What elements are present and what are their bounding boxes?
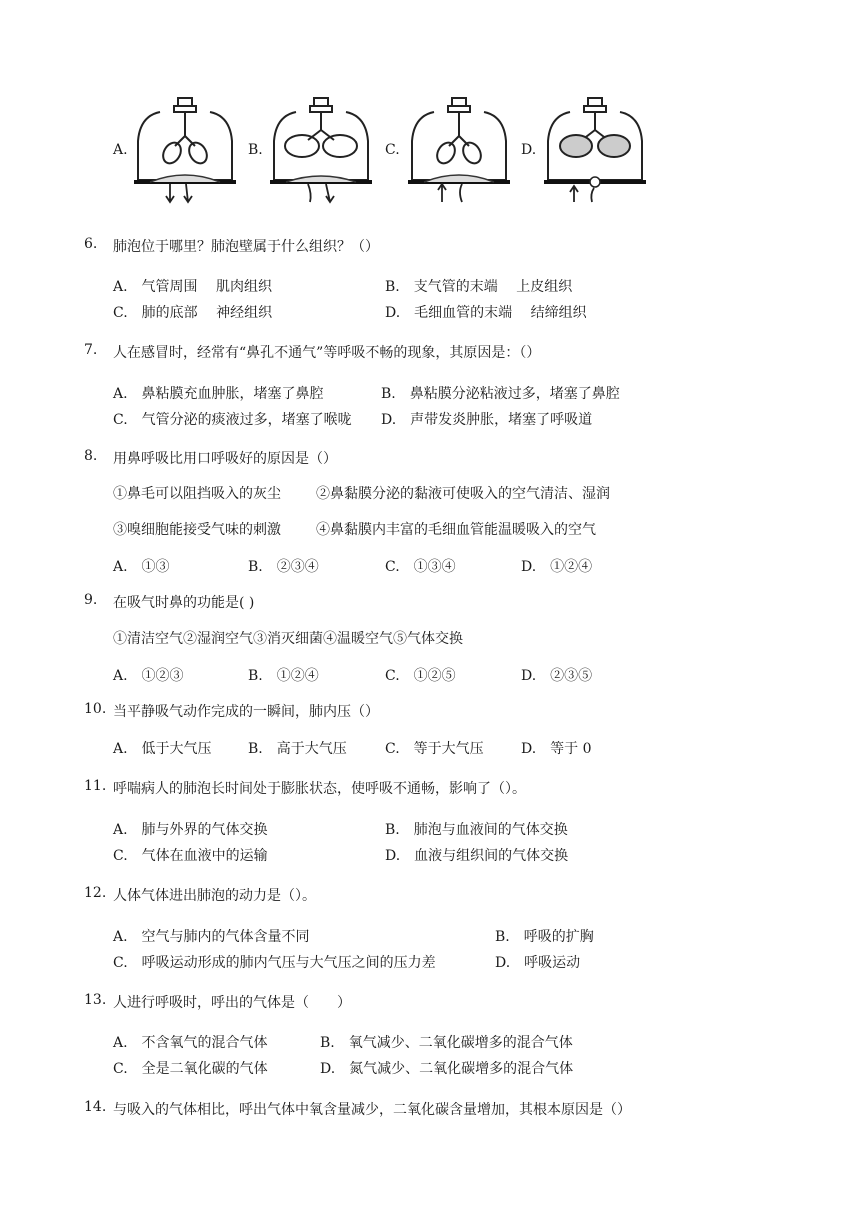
option-d: D. 氮气减少、二氧化碳增多的混合气体	[320, 1061, 574, 1077]
option-a: A. 鼻粘膜充血肿胀，堵塞了鼻腔	[113, 386, 324, 402]
question-number: 13.	[84, 992, 107, 1008]
option-b: B. 肺泡与血液间的气体交换	[385, 822, 568, 838]
option-c: C. 等于大气压	[385, 741, 484, 757]
question-text: 用鼻呼吸比用口呼吸好的原因是（）	[113, 451, 337, 467]
question-number: 6.	[84, 236, 98, 252]
option-c: C. 全是二氧化碳的气体	[113, 1061, 268, 1077]
option-a: A. 肺与外界的气体交换	[113, 822, 268, 838]
option-d: D. 声带发炎肿胀，堵塞了呼吸道	[381, 412, 593, 428]
option-c: C. 呼吸运动形成的肺内气压与大气压之间的压力差	[113, 955, 436, 971]
option-c: C. 气管分泌的痰液过多，堵塞了喉咙	[113, 412, 352, 428]
question-number: 12.	[84, 885, 107, 901]
figure-label-c: C.	[385, 142, 400, 158]
question-text: 当平静吸气动作完成的一瞬间，肺内压（）	[113, 704, 379, 720]
option-b: B. ①②④	[248, 668, 319, 684]
option-d: D. 等于 0	[521, 741, 592, 757]
statement-line: ①清洁空气②湿润空气③消灭细菌④温暖空气⑤气体交换	[113, 631, 463, 647]
question-number: 10.	[84, 701, 107, 717]
figure-label-a: A.	[113, 142, 128, 158]
option-b: B. 支气管的末端 上皮组织	[385, 279, 573, 295]
option-a: A. ①②③	[113, 668, 184, 684]
option-b: B. 高于大气压	[248, 741, 347, 757]
option-b: B. ②③④	[248, 559, 319, 575]
option-b: B. 鼻粘膜分泌粘液过多，堵塞了鼻腔	[381, 386, 620, 402]
question-text: 与吸入的气体相比，呼出气体中氧含量减少，二氧化碳含量增加，其根本原因是（）	[113, 1102, 631, 1118]
statement-4: ④鼻黏膜内丰富的毛细血管能温暖吸入的空气	[316, 522, 596, 538]
option-c: C. ①②⑤	[385, 668, 456, 684]
option-c: C. 肺的底部 神经组织	[113, 305, 273, 321]
bell-jar-c-image	[404, 96, 514, 206]
figure-label-d: D.	[521, 142, 537, 158]
option-b: B. 呼吸的扩胸	[495, 929, 594, 945]
statement-3: ③嗅细胞能接受气味的刺激	[113, 522, 281, 538]
figure-label-b: B.	[248, 142, 263, 158]
statement-2: ②鼻黏膜分泌的黏液可使吸入的空气清洁、湿润	[316, 486, 610, 502]
option-a: A. 低于大气压	[113, 741, 212, 757]
question-text: 在吸气时鼻的功能是( )	[113, 595, 255, 611]
option-d: D. 血液与组织间的气体交换	[385, 848, 569, 864]
option-a: A. ①③	[113, 559, 170, 575]
bell-jar-d-image	[540, 96, 650, 206]
option-c: C. 气体在血液中的运输	[113, 848, 268, 864]
bell-jar-b-image	[266, 96, 376, 206]
bell-jar-a-image	[130, 96, 240, 206]
option-d: D. 毛细血管的末端 结缔组织	[385, 305, 587, 321]
question-number: 14.	[84, 1099, 107, 1115]
option-c: C. ①③④	[385, 559, 456, 575]
option-d: D. ②③⑤	[521, 668, 593, 684]
question-text: 肺泡位于哪里？肺泡壁属于什么组织？（）	[113, 239, 379, 255]
question-number: 7.	[84, 342, 98, 358]
option-b: B. 氧气减少、二氧化碳增多的混合气体	[320, 1035, 573, 1051]
statement-1: ①鼻毛可以阻挡吸入的灰尘	[113, 486, 281, 502]
option-d: D. ①②④	[521, 559, 593, 575]
option-d: D. 呼吸运动	[495, 955, 581, 971]
question-text: 人进行呼吸时，呼出的气体是（ ）	[113, 995, 351, 1011]
question-text: 呼喘病人的肺泡长时间处于膨胀状态，使呼吸不通畅，影响了（）。	[113, 781, 526, 797]
question-text: 人体气体进出肺泡的动力是（）。	[113, 888, 316, 904]
option-a: A. 空气与肺内的气体含量不同	[113, 929, 310, 945]
question-number: 9.	[84, 592, 98, 608]
question-number: 11.	[84, 778, 107, 794]
question-number: 8.	[84, 448, 98, 464]
question-text: 人在感冒时，经常有“鼻孔不通气”等呼吸不畅的现象，其原因是：（）	[113, 345, 541, 361]
option-a: A. 不含氧气的混合气体	[113, 1035, 268, 1051]
option-a: A. 气管周围 肌肉组织	[113, 279, 273, 295]
